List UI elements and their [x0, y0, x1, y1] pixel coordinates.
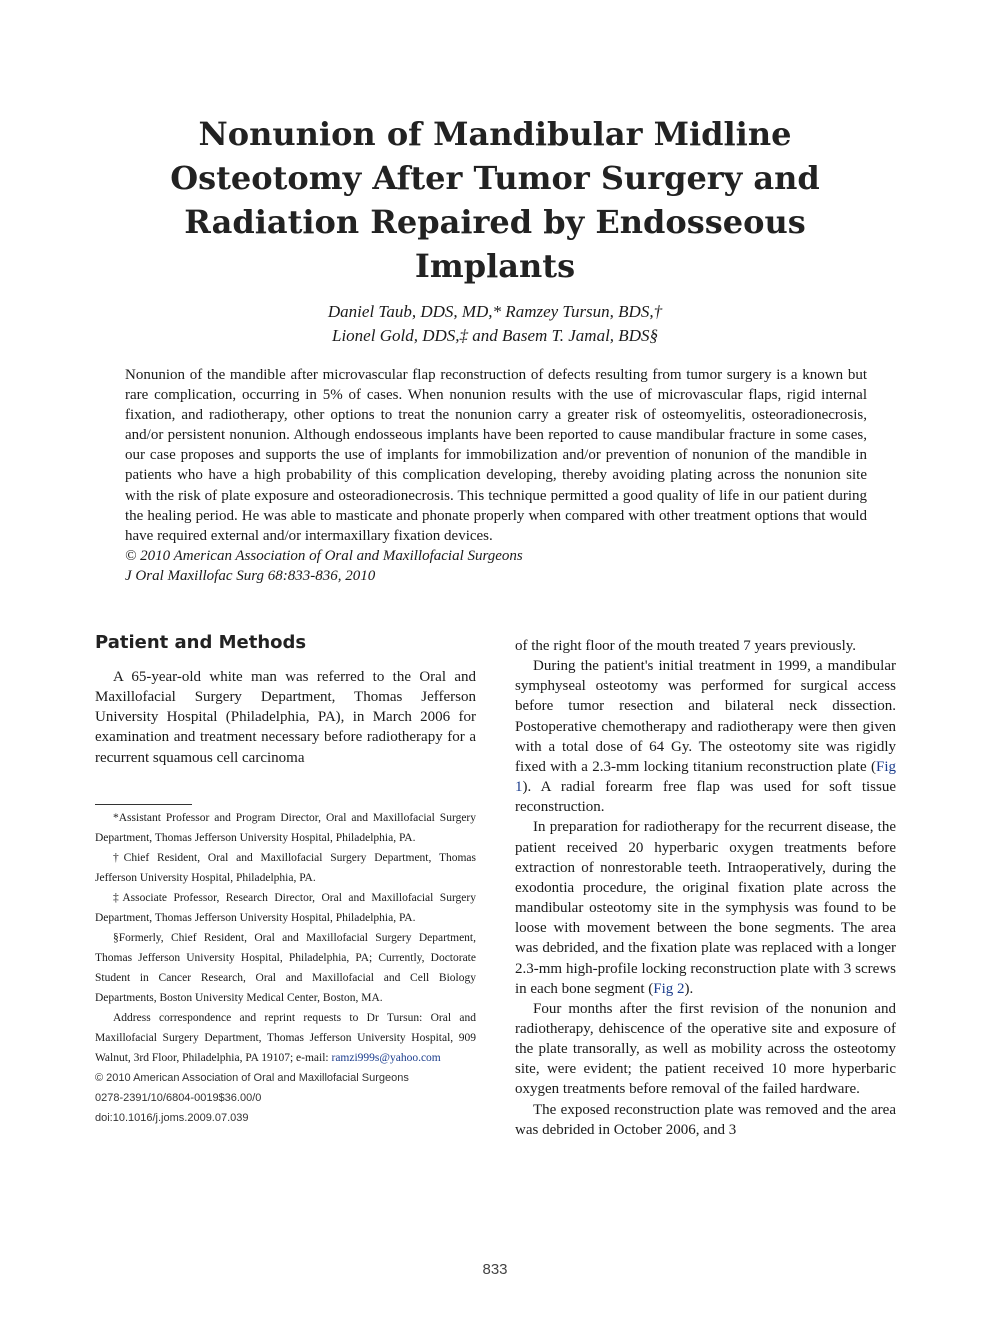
- paragraph-text: ). A radial forearm free flap was used for soft tissue reconstruction.: [515, 779, 896, 816]
- figure-link[interactable]: Fig 1: [515, 758, 896, 796]
- footnote: *Assistant Professor and Program Director, Oral and Maxillofacial Surgery Department, Thomas Jefferson University Hospital, Philadelphia, PA.: [95, 812, 476, 844]
- body-paragraph: The exposed reconstruction plate was removed and the area was debrided in October 2006, and 3: [515, 1101, 896, 1138]
- title-line: Radiation Repaired by Endosseous: [184, 203, 806, 241]
- footnote: §Formerly, Chief Resident, Oral and Maxillofacial Surgery Department, Thomas Jefferson University Hospital, Philadelphia, PA; Currently, Doctorate Student in Cancer Research, Oral and Maxillofacial and Cell Biology Departments, Boston University Medical Center, Boston, MA.: [95, 932, 476, 1004]
- right-column: [515, 636, 896, 1140]
- page-number: 833: [482, 1261, 508, 1278]
- footnote: ‡Associate Professor, Research Director, Oral and Maxillofacial Surgery Department, Thomas Jefferson University Hospital, Philadelphia, PA.: [95, 892, 476, 924]
- body-paragraph: A 65-year-old white man was referred to the Oral and Maxillofacial Surgery Department, Thomas Jefferson University Hospital (Philadelphia, PA), in March 2006 for examination and treatment necessary before radiotherapy for a recurrent squamous cell carcinoma: [95, 669, 476, 766]
- footnotes: [95, 808, 476, 1128]
- body-paragraph: [515, 817, 896, 998]
- title-line: Nonunion of Mandibular Midline: [198, 115, 792, 153]
- footnote-divider: [95, 804, 192, 805]
- author-line: Daniel Taub, DDS, MD,* Ramzey Tursun, BDS,†: [327, 302, 663, 321]
- abstract: [125, 365, 867, 586]
- paragraph-text: During the patient's initial treatment in 1999, a mandibular symphyseal osteotomy was performed for surgical access before tumor resection and bilateral neck dissection. Postoperative chemotherapy and radiotherapy were then given with a total dose of 64 Gy. The osteotomy site was rigidly fixed with a 2.3-mm locking titanium reconstruction plate (: [515, 658, 896, 775]
- body-paragraph: of the right floor of the mouth treated 7 years previously.: [515, 638, 857, 654]
- abstract-text: Nonunion of the mandible after microvascular flap reconstruction of defects resulting from tumor surgery is a known but rare complication, occurring in 5% of cases. When nonunion results with the use of microvascular flaps, rigid internal fixation, and radiotherapy, other options to treat the nonunion carry a greater risk of osteomyelitis, osteoradionecrosis, and/or persistent nonunion. Although endosseous implants have been reported to cause mandibular fracture in some cases, our case proposes and supports the use of implants for immobilization and/or prevention of nonunion of the mandible in patients who have a high probability of this complication developing, thereby avoiding plating across the nonunion site with the risk of plate exposure and osteoradionecrosis. This technique permitted a good quality of life in our patient during the healing period. He was able to masticate and phonate properly when compared with other treatment options that would have required external and/or intermaxillary fixation devices.: [125, 367, 867, 544]
- issn: 0278-2391/10/6804-0019$36.00/0: [95, 1092, 262, 1104]
- author-line: Lionel Gold, DDS,‡ and Basem T. Jamal, BDS§: [332, 326, 658, 345]
- paragraph-text: In preparation for radiotherapy for the recurrent disease, the patient received 20 hyperbaric oxygen treatments before extraction of nonrestorable teeth. Intraoperatively, during the exodontia procedure, the original fixation plate across the mandibular osteotomy site in the symphysis was found to be loose with movement between the bone segments. The area was debrided, and the fixation plate was replaced with a longer 2.3-mm high-profile locking reconstruction plate with 3 screws in each bone segment (: [515, 819, 896, 997]
- footnote-copyright: © 2010 American Association of Oral and Maxillofacial Surgeons: [95, 1072, 409, 1084]
- section-heading: Patient and Methods: [95, 632, 307, 653]
- abstract-copyright: © 2010 American Association of Oral and Maxillofacial Surgeons: [125, 547, 523, 564]
- correspondence-note: [95, 1008, 476, 1068]
- left-column: [95, 667, 476, 768]
- paragraph-text: ).: [684, 980, 694, 997]
- body-paragraph: Four months after the first revision of the nonunion and radiotherapy, dehiscence of the operative site and exposure of the plate transorally, as well as mobility across the osteotomy site, were evident; the patient received 10 more hyperbaric oxygen treatments before removal of the failed hardware.: [515, 1000, 896, 1098]
- abstract-citation: J Oral Maxillofac Surg 68:833-836, 2010: [125, 567, 376, 584]
- title-line: Implants: [414, 247, 576, 285]
- author-list: [95, 300, 895, 348]
- correspondence-text: Address correspondence and reprint requests to Dr Tursun: Oral and Maxillofacial Surgery Department, Thomas Jefferson University Hospital, 909 Walnut, 3rd Floor, Philadelphia, PA 19107; e-mail:: [95, 1012, 476, 1064]
- footnote: †Chief Resident, Oral and Maxillofacial Surgery Department, Thomas Jefferson University Hospital, Philadelphia, PA.: [95, 852, 476, 884]
- doi: doi:10.1016/j.joms.2009.07.039: [95, 1112, 249, 1124]
- title-line: Osteotomy After Tumor Surgery and: [170, 159, 820, 197]
- body-paragraph: [515, 656, 896, 817]
- article-title: [95, 112, 895, 288]
- email-link[interactable]: ramzi999s@yahoo.com: [331, 1052, 441, 1064]
- figure-link[interactable]: Fig 2: [653, 980, 685, 997]
